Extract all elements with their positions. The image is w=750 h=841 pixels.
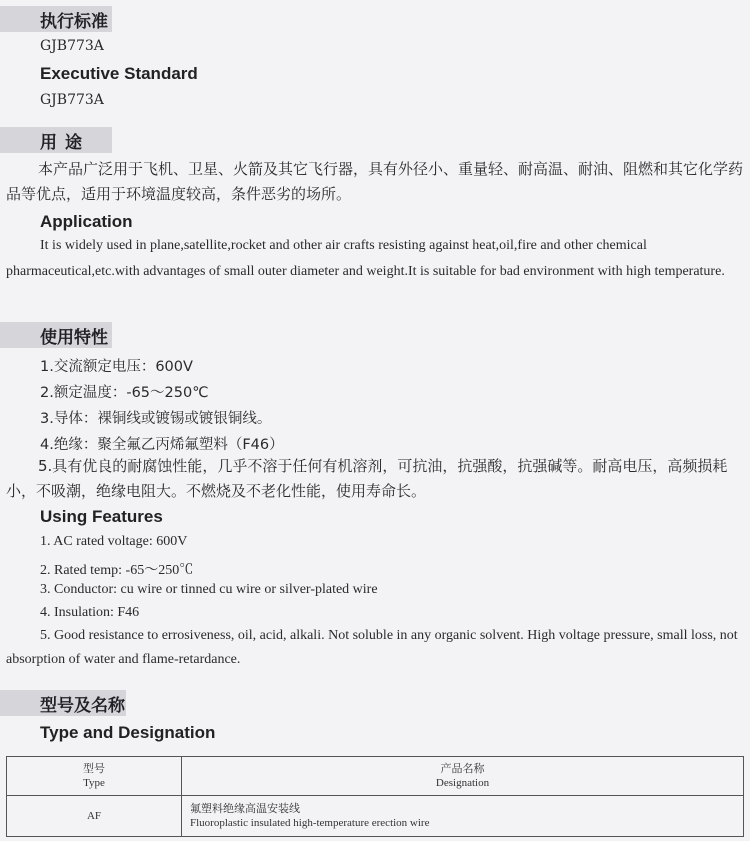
application-text-zh: 本产品广泛用于飞机、卫星、火箭及其它飞行器，具有外径小、重量轻、耐高温、耐油、阻燃和其它化学药品等优点，适用于环境温度较高，条件恶劣的场所。 <box>6 160 744 203</box>
designation-heading-en: Type and Designation <box>40 723 216 742</box>
designation-cell <box>182 796 744 837</box>
feature-item-zh: 4.绝缘：聚全氟乙丙烯氟塑料（F46） <box>40 437 284 453</box>
header-type-zh: 型号 <box>83 763 105 775</box>
feature-item-5-en: 5. Good resistance to errosiveness, oil, acid, alkali. Not soluble in any organic solvent. High voltage pressure, small loss, not absorption of water and flame-retardance. <box>6 628 738 667</box>
feature-item-en: 1. AC rated voltage: 600V <box>40 534 188 549</box>
section-heading-features: 使用特性 <box>0 322 112 348</box>
feature-item-zh: 3.导体：裸铜线或镀锡或镀银铜线。 <box>40 411 272 427</box>
table-row <box>7 796 744 837</box>
feature-item-zh: 1.交流额定电压：600V <box>40 359 193 375</box>
section-heading-application: 用途 <box>0 127 112 153</box>
standard-code: GJB773A <box>40 38 104 54</box>
designation-table <box>6 756 744 837</box>
type-cell: AF <box>7 796 182 837</box>
feature-item-en: 3. Conductor: cu wire or tinned cu wire or silver-plated wire <box>40 582 378 597</box>
header-type-en: Type <box>83 777 105 789</box>
feature-item-5-zh: 5.具有优良的耐腐蚀性能，几乎不溶于任何有机溶剂，可抗油，抗强酸，抗强碱等。耐高电压，高频损耗小，不吸潮，绝缘电阻大。不燃烧及不老化性能，使用寿命长。 <box>6 457 728 500</box>
section-heading-executive-standard: 执行标准 <box>0 6 112 32</box>
executive-standard-heading-en: Executive Standard <box>40 64 198 83</box>
feature-item-en: 2. Rated temp: -65～250℃ <box>40 563 194 578</box>
feature-item-zh: 2.额定温度：-65～250℃ <box>40 385 209 401</box>
application-heading-en: Application <box>40 212 133 231</box>
designation-name-zh: 氟塑料绝缘高温安装线 <box>190 803 300 815</box>
application-text-en: It is widely used in plane,satellite,rocket and other air crafts resisting against heat,oil,fire and other chemical pharmaceutical,etc.with advantages of small outer diameter and weight.It is suitable for bad environment with high temperature. <box>6 238 725 279</box>
section-heading-designation: 型号及名称 <box>0 690 126 716</box>
header-designation-cell <box>182 757 744 796</box>
features-heading-en: Using Features <box>40 507 163 526</box>
designation-name-en: Fluoroplastic insulated high-temperature erection wire <box>190 817 430 829</box>
header-designation-zh: 产品名称 <box>440 763 485 775</box>
header-type-cell <box>7 757 182 796</box>
feature-item-en: 4. Insulation: F46 <box>40 605 140 620</box>
table-header-row <box>7 757 744 796</box>
standard-code-en: GJB773A <box>40 92 104 108</box>
header-designation-en: Designation <box>435 777 490 789</box>
